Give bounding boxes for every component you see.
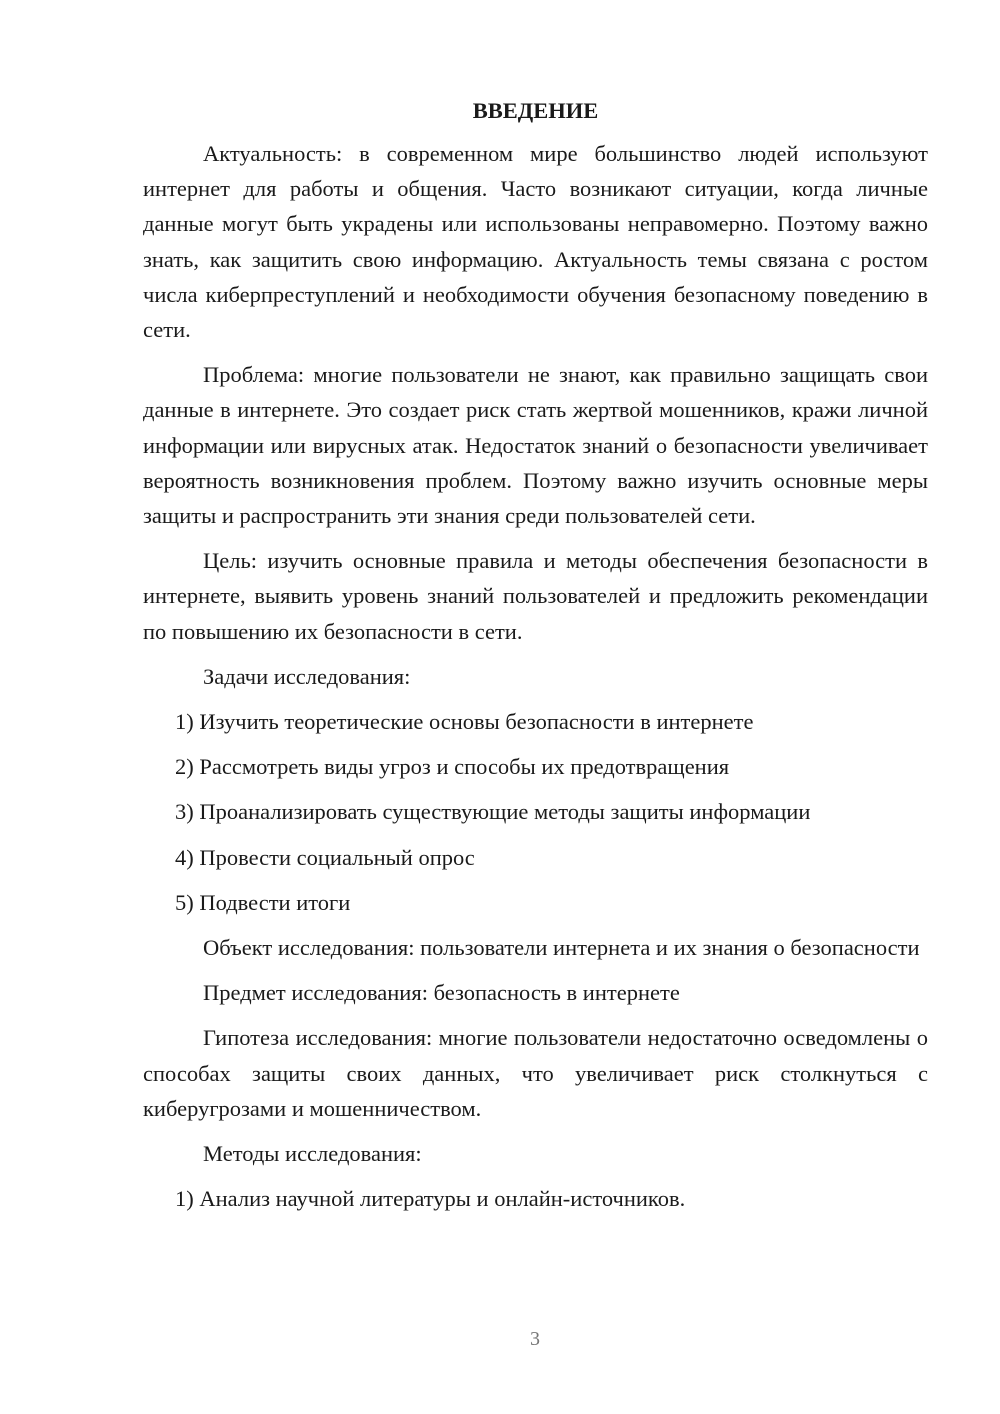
section-title: ВВЕДЕНИЕ — [472, 98, 599, 123]
task-item: 4) Провести социальный опрос — [175, 844, 475, 870]
methods-heading: Методы исследования: — [203, 1141, 422, 1167]
object-paragraph: Объект исследования: пользователи интернета и их знания о безопасности — [203, 935, 920, 961]
method-item: 1) Анализ научной литературы и онлайн-источников. — [175, 1186, 686, 1212]
tasks-heading: Задачи исследования: — [203, 663, 411, 689]
goal-paragraph: Цель: изучить основные правила и методы обеспечения безопасности в интернете, выявить уровень знаний пользователей и предложить рекомендации по повышению их безопасности в сети. — [143, 548, 928, 644]
hypothesis-paragraph: Гипотеза исследования: многие пользователи недостаточно осведомлены о способах защиты своих данных, что увеличивает риск столкнуться с киберугрозами и мошенничеством. — [143, 1025, 928, 1121]
task-item: 1) Изучить теоретические основы безопасности в интернете — [175, 709, 754, 735]
task-item: 2) Рассмотреть виды угроз и способы их предотвращения — [175, 754, 730, 780]
task-item: 5) Подвести итоги — [175, 889, 351, 915]
page-number: 3 — [530, 1328, 540, 1350]
subject-paragraph: Предмет исследования: безопасность в интернете — [203, 980, 680, 1006]
relevance-paragraph: Актуальность: в современном мире большинство людей используют интернет для работы и общения. Часто возникают ситуации, когда личные данные могут быть украдены или использованы неправомерно. Поэтому важно знать, как защитить свою информацию. Актуальность темы связана с ростом числа киберпреступлений и необходимости обучения безопасному поведению в сети. — [143, 141, 928, 343]
problem-paragraph: Проблема: многие пользователи не знают, как правильно защищать свои данные в интернете. Это создает риск стать жертвой мошенников, кражи личной информации или вирусных атак. Недостаток знаний о безопасности увеличивает вероятность возникновения проблем. Поэтому важно изучить основные меры защиты и распространить эти знания среди пользователей сети. — [143, 362, 928, 529]
document-page — [143, 96, 928, 1226]
task-item: 3) Проанализировать существующие методы защиты информации — [175, 799, 811, 825]
